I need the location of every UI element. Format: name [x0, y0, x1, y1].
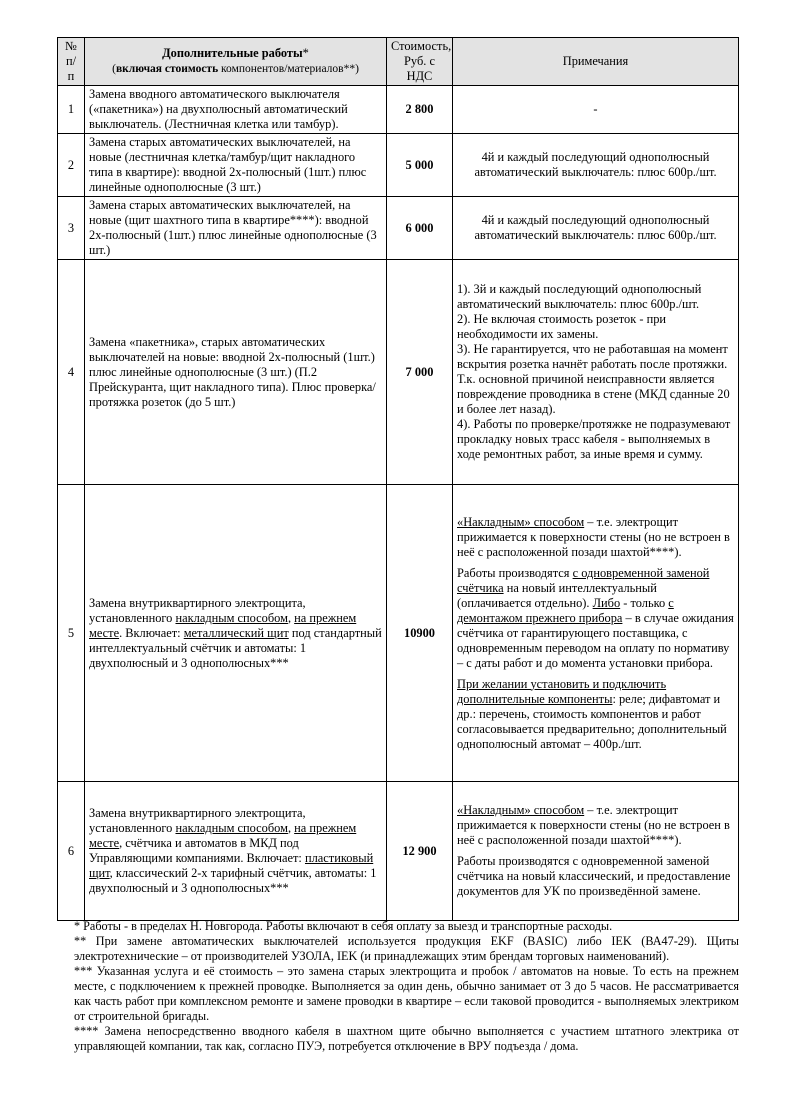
note-underlined: Либо: [592, 595, 621, 610]
footnote: * Работы - в пределах Н. Новгорода. Работы включают в себя оплату за выезд и транспортные расходы.: [74, 919, 613, 933]
note-underlined: с одновременной заменой счётчика: [457, 565, 710, 595]
header-number-line: №: [65, 39, 77, 53]
footnote: ** При замене автоматических выключателей используется продукция EKF (BASIC) либо IEK (ВА47-29). Щиты электротехнические – от производителей УЗОЛА, IEK (и принадлежащих этим брендам торговых наименований).: [74, 934, 739, 963]
header-number: [58, 38, 85, 86]
header-number-line: п/: [65, 54, 77, 68]
row-work: Замена «пакетника», старых автоматических выключателей на новые: вводной 2х-полюсный (1шт.) плюс линейные однополюсные (3 шт.) (П.2 Прейскуранта, щит накладного типа). Плюс проверка/протяжка розеток (до 5 шт.): [85, 260, 387, 485]
header-work-sub-rest: компонентов/материалов**): [218, 63, 359, 75]
work-underlined: на прежнем месте: [89, 821, 357, 850]
row-number: 4: [58, 260, 85, 485]
note-paragraph: [457, 677, 734, 752]
note-text: на новый интеллектуальный (оплачивается отдельно).: [457, 580, 657, 610]
row-note: -: [453, 86, 739, 134]
row-number: 1: [58, 86, 85, 134]
row-cost: 12 900: [387, 782, 453, 921]
work-text: , счётчика и автоматов в МКД под Управляющими компаниями. Включает:: [89, 836, 305, 865]
table-row: [58, 782, 739, 921]
row-note: [453, 485, 739, 782]
work-text: Замена внутриквартирного электрощита, установленного: [89, 595, 306, 625]
note-item: 1). 3й и каждый последующий однополюсный автоматический выключатель: плюс 600р./шт.: [457, 282, 702, 311]
table-row: [58, 197, 739, 260]
row-cost: 6 000: [387, 197, 453, 260]
work-underlined: металлический щит: [183, 625, 289, 640]
header-number-line: п: [67, 69, 75, 83]
note-text: - только: [620, 595, 669, 610]
table-header-row: [58, 38, 739, 86]
header-work-star: *: [302, 46, 309, 60]
table-row: [58, 86, 739, 134]
note-text: – т.е. электрощит прижимается к поверхности стены (но не встроен в неё с расположенной позади шахтой****).: [457, 803, 730, 847]
work-text: . Включает:: [119, 625, 184, 640]
header-work-paren: (: [112, 63, 116, 75]
row-work: [85, 485, 387, 782]
work-text: , классический 2-х тарифный счётчик, автоматы: 1 двухполюсный и 3 однополюсных***: [89, 866, 377, 895]
note-paragraph: Работы производятся с одновременной заменой счётчика на новый классический, и предоставление документов для УК по произведённой замене.: [457, 854, 731, 898]
row-number: 3: [58, 197, 85, 260]
row-number: 6: [58, 782, 85, 921]
row-cost: 5 000: [387, 134, 453, 197]
row-note: 4й и каждый последующий однополюсный автоматический выключатель: плюс 600р./шт.: [453, 197, 739, 260]
row-work: Замена вводного автоматического выключателя («пакетника») на двухполюсный автоматический выключатель. (Лестничная клетка или тамбур).: [85, 86, 387, 134]
work-text: под стандартный интеллектуальный счётчик и автоматы: 1 двухполюсный и 3 однополюсных***: [89, 625, 382, 670]
price-table: [57, 37, 739, 921]
work-text: ,: [287, 610, 295, 625]
note-item: 3). Не гарантируется, что не работавшая на момент вскрытия розетка начнёт работать после протяжки. Т.к. основной причиной неисправности является повреждение проводника в стене (МКД сданные 20 и более лет назад).: [457, 342, 730, 416]
row-note: 4й и каждый последующий однополюсный автоматический выключатель: плюс 600р./шт.: [453, 134, 739, 197]
note-underlined: с демонтажом прежнего прибора: [457, 595, 674, 625]
work-text: ,: [287, 821, 295, 835]
row-work: [85, 782, 387, 921]
table-row: [58, 260, 739, 485]
note-paragraph: [457, 515, 734, 560]
header-cost: [387, 38, 453, 86]
header-work-sub-bold: включая стоимость: [115, 63, 219, 75]
row-cost: 7 000: [387, 260, 453, 485]
note-text: : реле; дифавтомат и др.: перечень, стоимость компонентов и работ согласовывается предварительно; дополнительный однополюсный автомат – 400р./шт.: [457, 691, 727, 751]
header-cost-line: Руб. с НДС: [404, 54, 435, 83]
work-underlined: пластиковый щит: [89, 851, 374, 880]
row-number: 5: [58, 485, 85, 782]
work-underlined: накладным способом: [175, 821, 288, 835]
note-text: – т.е. электрощит прижимается к поверхности стены (но не встроен в неё с расположенной позади шахтой****).: [457, 514, 730, 559]
footnote: **** Замена непосредственно вводного кабеля в шахтном щите обычно выполняется с участием штатного электрика от управляющей компании, так как, согласно ПУЭ, потребуется отключение в ВРУ подъезда / дома.: [74, 1024, 739, 1053]
note-item: 4). Работы по проверке/протяжке не подразумевают прокладку новых трасс кабеля - выполняемых в ходе ремонтных работ, за иные время и сумму.: [457, 417, 731, 461]
note-paragraph: [457, 566, 734, 671]
table-row: [58, 485, 739, 782]
header-notes: Примечания: [453, 38, 739, 86]
header-work-title: Дополнительные работы: [162, 46, 303, 60]
work-underlined: накладным способом: [175, 610, 288, 625]
row-number: 2: [58, 134, 85, 197]
note-text: Работы производятся: [457, 565, 573, 580]
row-cost: 2 800: [387, 86, 453, 134]
footnote: *** Указанная услуга и её стоимость – это замена старых электрощита и пробок / автоматов на новые. То есть на прежнем месте, с подключением к прежней проводке. Выполняется за один день, обычно занимает от 3 до 5 часов. Не рассматривается как часть работ при комплексном ремонте и замене проводки в квартире – если таковой проводится - выполняемых электриком от строительной бригады.: [74, 964, 739, 1023]
footnotes: [74, 919, 739, 1054]
note-underlined: «Накладным» способом: [457, 514, 585, 529]
header-work: [85, 38, 387, 86]
note-underlined: «Накладным» способом: [457, 803, 585, 817]
row-work: Замена старых автоматических выключателей, на новые (лестничная клетка/тамбур/щит накладного типа в квартире): вводной 2х-полюсный (1шт.) плюс линейные однополюсные (3 шт.): [85, 134, 387, 197]
note-item: 2). Не включая стоимость розеток - при необходимости их замены.: [457, 312, 667, 341]
work-underlined: на прежнем месте: [89, 610, 357, 640]
note-paragraph: [457, 803, 734, 848]
work-text: Замена внутриквартирного электрощита, установленного: [89, 806, 306, 835]
row-note: [453, 782, 739, 921]
row-note: [453, 260, 739, 485]
row-cost: 10900: [387, 485, 453, 782]
note-text: – в случае ожидания счётчика от гарантирующего поставщика, с одновременным переводом на оплату по нормативу – с даты работ и до момента установки прибора.: [457, 610, 734, 670]
note-underlined: При желании установить и подключить дополнительные компоненты: [457, 676, 667, 706]
header-cost-line: Стоимость,: [391, 39, 452, 53]
table-row: [58, 134, 739, 197]
row-work: Замена старых автоматических выключателей, на новые (щит шахтного типа в квартире****): вводной 2х-полюсный (1шт.) плюс линейные однополюсные (3 шт.): [85, 197, 387, 260]
